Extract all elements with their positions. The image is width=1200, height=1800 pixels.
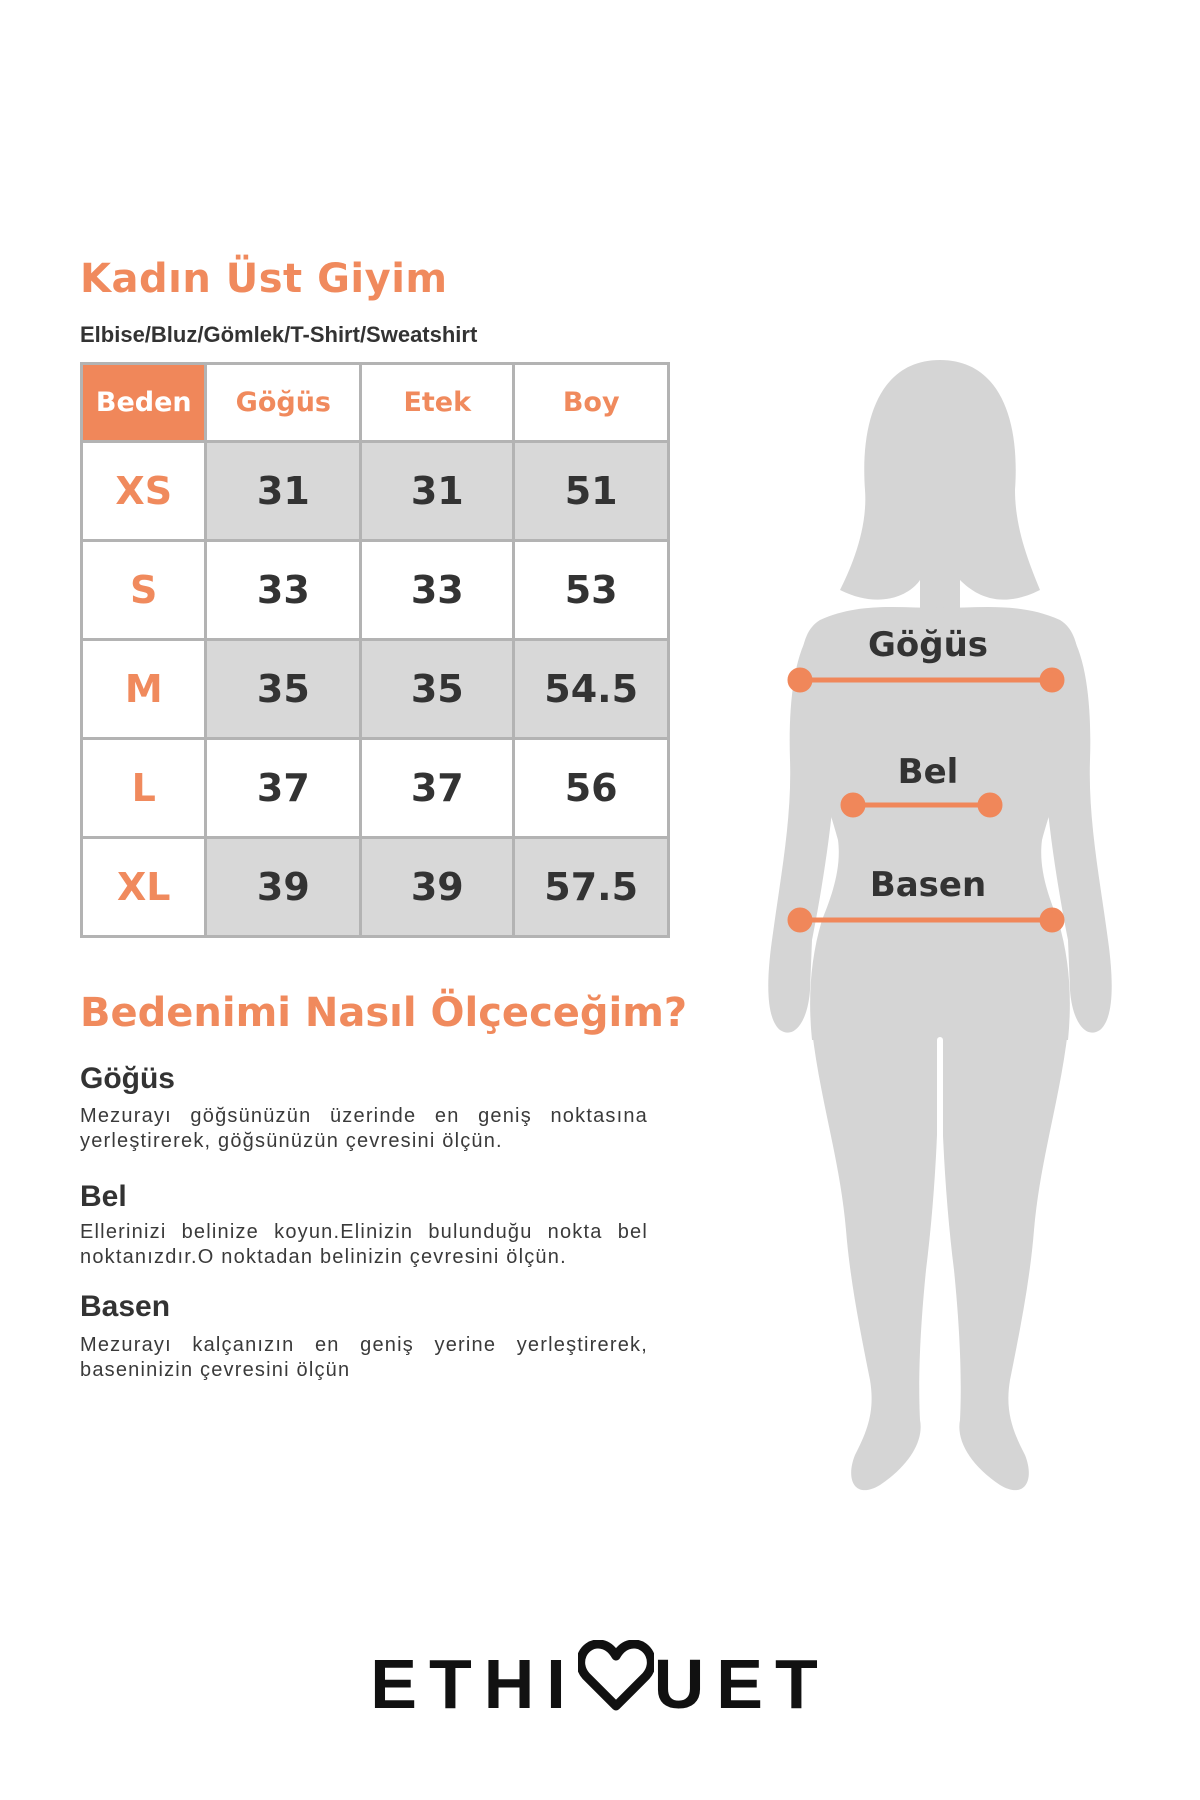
- table-row: [82, 838, 669, 937]
- gogus-value: 37: [206, 739, 361, 838]
- brand-logo-right: UET: [653, 1645, 830, 1723]
- header-beden: Beden: [82, 364, 206, 442]
- boy-value: 53: [514, 541, 669, 640]
- measure-guide-title: Bedenimi Nasıl Ölçeceğim?: [80, 990, 688, 1036]
- etek-value: 31: [361, 442, 514, 541]
- brand-logo: [0, 1640, 1200, 1728]
- basen-heading: Basen: [80, 1290, 171, 1323]
- body-figure: [750, 340, 1130, 1540]
- hip-right-dot: [1042, 910, 1062, 930]
- boy-value: 57.5: [514, 838, 669, 937]
- size-label: M: [82, 640, 206, 739]
- boy-value: 54.5: [514, 640, 669, 739]
- table-row: [82, 640, 669, 739]
- heart-icon: [578, 1640, 654, 1728]
- hip-label: Basen: [869, 865, 987, 905]
- size-table: [80, 362, 670, 938]
- gogus-value: 33: [206, 541, 361, 640]
- waist-left-dot: [843, 795, 863, 815]
- header-gogus: Göğüs: [206, 364, 361, 442]
- table-row: [82, 739, 669, 838]
- chest-label: Göğüs: [867, 625, 989, 665]
- gogus-value: 35: [206, 640, 361, 739]
- size-label: L: [82, 739, 206, 838]
- gogus-heading: Göğüs: [80, 1062, 175, 1095]
- size-label: XL: [82, 838, 206, 937]
- boy-value: 51: [514, 442, 669, 541]
- hip-left-dot: [790, 910, 810, 930]
- waist-right-dot: [980, 795, 1000, 815]
- etek-value: 37: [361, 739, 514, 838]
- bel-description: Ellerinizi belinize koyun.Elinizin bulunduğu nokta bel noktanızdır.O noktadan belinizin çevresini ölçün.: [80, 1221, 648, 1268]
- page-title: Kadın Üst Giyim: [80, 256, 448, 302]
- etek-value: 33: [361, 541, 514, 640]
- header-etek: Etek: [361, 364, 514, 442]
- size-label: XS: [82, 442, 206, 541]
- brand-logo-left: ETHI: [370, 1645, 578, 1723]
- size-label: S: [82, 541, 206, 640]
- body-silhouette: [750, 340, 1130, 1540]
- table-row: [82, 541, 669, 640]
- page-subtitle: Elbise/Bluz/Gömlek/T-Shirt/Sweatshirt: [80, 322, 478, 347]
- gogus-description: Mezurayı göğsünüzün üzerinde en geniş noktasına yerleştirerek, göğsünüzün çevresini ölçün.: [80, 1105, 648, 1152]
- chest-left-dot: [790, 670, 810, 690]
- boy-value: 56: [514, 739, 669, 838]
- chest-right-dot: [1042, 670, 1062, 690]
- gogus-value: 39: [206, 838, 361, 937]
- gogus-value: 31: [206, 442, 361, 541]
- table-row: [82, 442, 669, 541]
- table-header-row: [82, 364, 669, 442]
- etek-value: 35: [361, 640, 514, 739]
- waist-label: Bel: [897, 752, 959, 792]
- basen-description: Mezurayı kalçanızın en geniş yerine yerleştirerek, baseninizin çevresini ölçün: [80, 1334, 648, 1381]
- etek-value: 39: [361, 838, 514, 937]
- bel-heading: Bel: [80, 1180, 127, 1213]
- header-boy: Boy: [514, 364, 669, 442]
